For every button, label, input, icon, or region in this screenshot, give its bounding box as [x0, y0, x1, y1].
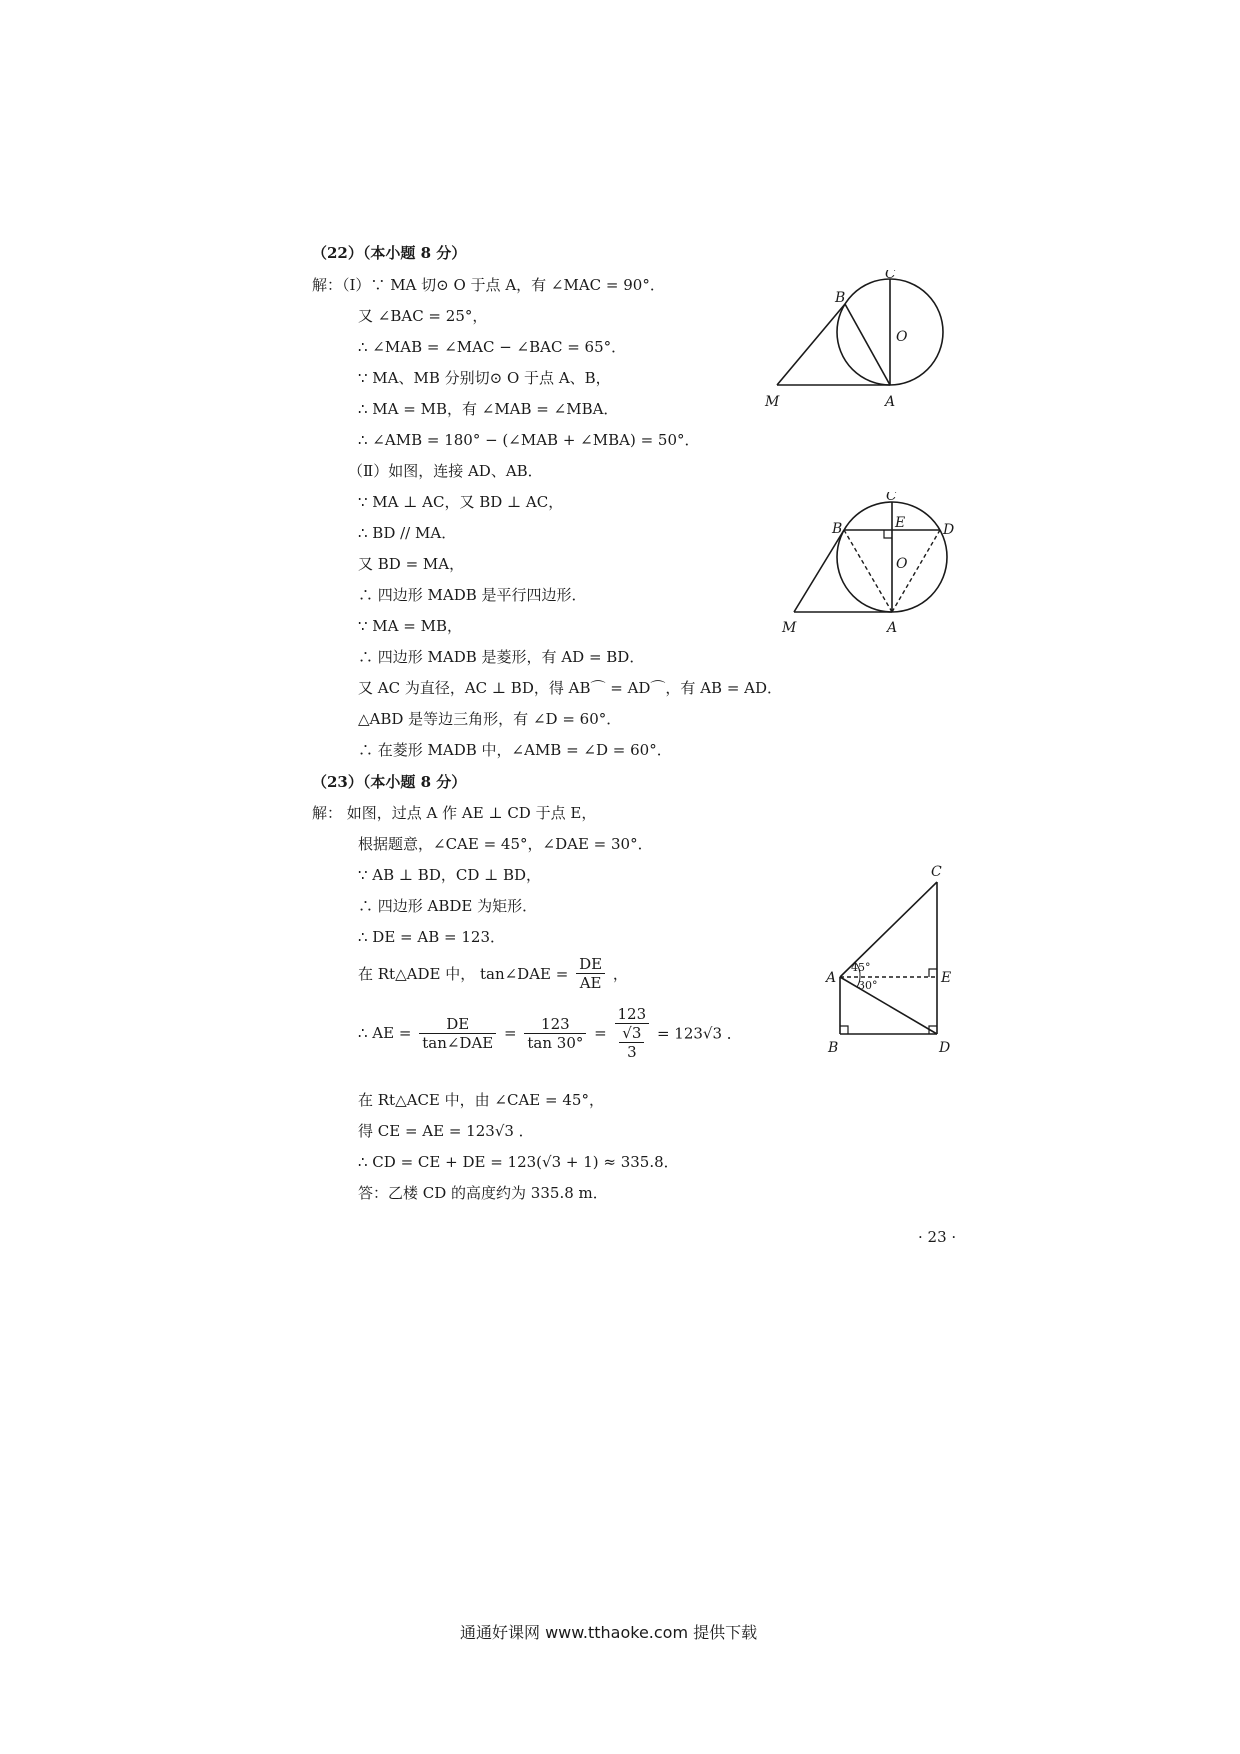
- p23-line-7: 得 CE = AE = 123√3 ．: [358, 1122, 534, 1140]
- eq1-denominator: AE: [579, 974, 602, 992]
- eq2-f3-numerator: 123: [615, 1005, 650, 1024]
- fig3-label-e: E: [941, 970, 952, 986]
- fraction-de-tan: [419, 1015, 496, 1052]
- fig3-label-b: B: [828, 1040, 839, 1056]
- p22-line-7: （Ⅱ）如图，连接 AD、AB．: [348, 462, 543, 480]
- p22-line-5: ∴ MA = MB，有 ∠MAB = ∠MBA．: [358, 400, 619, 418]
- fig2-label-o: O: [896, 556, 908, 572]
- p23-line-8: ∴ CD = CE + DE = 123(√3 + 1) ≈ 335.8．: [358, 1153, 679, 1171]
- eq1-prefix: 在 Rt△ADE 中， tan∠DAE =: [358, 965, 569, 983]
- p22-line-14: 又 AC 为直径，AC ⊥ BD，得 AB⌒ = AD⌒，有 AB = AD．: [358, 679, 783, 697]
- figure-rhombus-circle-2: [780, 492, 980, 642]
- equation-ae-value: ∴ AE = $\frac{DE}{\text{tan∠DAE}}$ = $\frac{123}{\tan 30^\circ}$ = $\frac{123}{\frac{√3}{3}}$ = 123√3 ．: [358, 1005, 742, 1061]
- eq1-suffix: ，: [612, 965, 628, 983]
- eq1-numerator: DE: [576, 955, 605, 974]
- p23-line-5: ∴ DE = AB = 123．: [358, 928, 505, 946]
- eq2-f1-numerator: DE: [419, 1015, 496, 1034]
- fig2-label-m: M: [782, 620, 797, 636]
- eq2-f2-numerator: 123: [524, 1015, 586, 1034]
- eq2-f1-denominator: tan∠DAE: [422, 1033, 494, 1052]
- p22-line-13: ∴ 四边形 MADB 是菱形，有 AD = BD．: [358, 648, 645, 666]
- fig3-label-c: C: [931, 864, 942, 880]
- p23-line-1: 解： 如图，过点 A 作 AE ⊥ CD 于点 E，: [312, 804, 597, 822]
- p22-line-10: 又 BD = MA，: [358, 555, 465, 573]
- eq2-f3-inner-denominator: 3: [627, 1043, 637, 1061]
- p22-line-3: ∴ ∠MAB = ∠MAC − ∠BAC = 65°．: [358, 338, 627, 356]
- equation-tan-dae: [358, 955, 628, 992]
- fig2-label-b: B: [832, 521, 843, 537]
- p23-line-9: 答：乙楼 CD 的高度约为 335.8 m．: [358, 1184, 608, 1202]
- p22-line-11: ∴ 四边形 MADB 是平行四边形．: [358, 586, 587, 604]
- p22-line-15: △ABD 是等边三角形，有 ∠D = 60°．: [358, 710, 622, 728]
- fig2-label-e: E: [895, 515, 906, 531]
- fig2-label-d: D: [943, 522, 955, 538]
- fig1-label-b: B: [835, 290, 846, 306]
- p22-line-12: ∵ MA = MB，: [358, 617, 462, 635]
- eq2-prefix: ∴ AE =: [358, 1024, 412, 1042]
- p23-line-3: ∵ AB ⊥ BD，CD ⊥ BD，: [358, 866, 542, 884]
- footer-source: 通通好课网 www.tthaoke.com 提供下载: [460, 1623, 758, 1642]
- p22-line-8: ∵ MA ⊥ AC，又 BD ⊥ AC，: [358, 493, 564, 511]
- p22-line-6: ∴ ∠AMB = 180° − (∠MAB + ∠MBA) = 50°．: [358, 431, 700, 449]
- p22-line-1: 解：（Ⅰ）∵ MA 切⊙ O 于点 A，有 ∠MAC = 90°．: [312, 276, 665, 294]
- figure-circle-tangent-1: [755, 270, 975, 420]
- fig3-label-a: A: [826, 970, 837, 986]
- fig1-label-m: M: [765, 394, 780, 410]
- fig2-label-a: A: [887, 620, 898, 636]
- eq2-f3-denominator: [615, 1024, 650, 1061]
- p23-line-4: ∴ 四边形 ABDE 为矩形．: [358, 897, 538, 915]
- problem-23-header: （23）（本小题 8 分）: [312, 773, 467, 791]
- eq2-f3-inner-numerator: √3: [619, 1024, 644, 1043]
- fraction-123-tan30: [524, 1015, 586, 1052]
- p22-line-4: ∵ MA、MB 分别切⊙ O 于点 A、B，: [358, 369, 611, 387]
- p22-line-2: 又 ∠BAC = 25°，: [358, 307, 488, 325]
- figure-building-height-3: [815, 862, 965, 1057]
- problem-22-header: （22）（本小题 8 分）: [312, 244, 467, 262]
- fig3-label-d: D: [939, 1040, 951, 1056]
- fig3-angle-45: 45°: [851, 961, 871, 974]
- fig2-label-c: C: [886, 492, 897, 504]
- fig3-angle-30: 30°: [858, 979, 878, 992]
- fig1-label-a: A: [885, 394, 896, 410]
- p23-line-6: 在 Rt△ACE 中，由 ∠CAE = 45°，: [358, 1091, 604, 1109]
- fraction-123-root3-over-3: [615, 1005, 650, 1061]
- fig1-label-o: O: [896, 329, 908, 345]
- eq2-f2-denominator: tan 30°: [527, 1033, 584, 1052]
- p22-line-16: ∴ 在菱形 MADB 中，∠AMB = ∠D = 60°．: [358, 741, 672, 759]
- eq2-suffix: = 123√3 ．: [656, 1024, 742, 1043]
- p23-line-2: 根据题意，∠CAE = 45°，∠DAE = 30°．: [358, 835, 653, 853]
- page-number: · 23 ·: [918, 1228, 957, 1246]
- fig1-label-c: C: [885, 270, 896, 282]
- p22-line-9: ∴ BD // MA．: [358, 524, 457, 542]
- fraction-de-ae: [576, 955, 605, 992]
